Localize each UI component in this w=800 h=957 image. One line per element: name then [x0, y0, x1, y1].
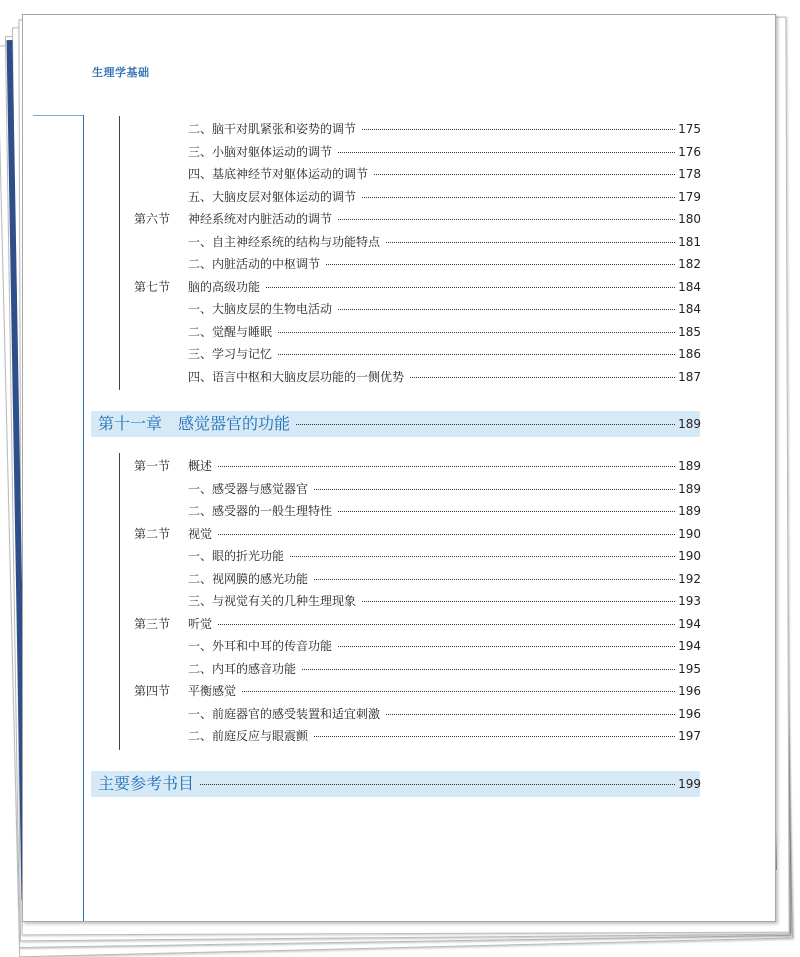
subsection-title: 二、内脏活动的中枢调节: [188, 255, 326, 273]
leader-dots: [314, 579, 675, 580]
subsection-title: 一、前庭器官的感受装置和适宜刺激: [188, 705, 386, 723]
page-number: 184: [678, 279, 701, 294]
toc-entry: [23, 660, 775, 678]
leader-dots: [362, 197, 675, 198]
chapter-page-number: 199: [678, 777, 701, 791]
section-number: 第二节: [134, 526, 171, 541]
toc-entry: [23, 457, 775, 475]
chapter-page-number: 189: [678, 417, 701, 431]
chapter-heading: [91, 771, 700, 797]
page-number: 179: [678, 189, 701, 204]
subsection-title: 二、内耳的感音功能: [188, 660, 302, 678]
leader-dots: [374, 174, 675, 175]
toc-entry: [23, 300, 775, 318]
leader-dots: [278, 332, 675, 333]
subsection-title: 二、视网膜的感光功能: [188, 570, 314, 588]
leader-dots: [314, 736, 675, 737]
toc-entry: [23, 143, 775, 161]
page-number: 178: [678, 167, 701, 181]
leader-dots: [326, 264, 675, 265]
margin-rule-top: [33, 115, 83, 116]
toc-entry: [23, 705, 775, 723]
page-number: 176: [678, 144, 701, 159]
page-number: 175: [678, 122, 701, 136]
subsection-title: 三、与视觉有关的几种生理现象: [188, 592, 362, 610]
page-number: 187: [678, 369, 701, 384]
leader-dots: [338, 309, 675, 310]
leader-dots: [290, 556, 675, 557]
leader-dots: [200, 784, 675, 785]
page-number: 186: [678, 347, 701, 361]
subsection-title: 一、自主神经系统的结构与功能特点: [188, 233, 386, 251]
toc-entry: [23, 323, 775, 341]
page-number: 182: [678, 257, 701, 271]
leader-dots: [218, 534, 675, 535]
leader-dots: [302, 669, 675, 670]
section-title: 神经系统对内脏活动的调节: [188, 210, 338, 228]
page-number: 184: [678, 302, 701, 316]
leader-dots: [338, 511, 675, 512]
section-number: 第三节: [134, 616, 171, 631]
subsection-title: 一、大脑皮层的生物电活动: [188, 300, 338, 318]
leader-dots: [266, 287, 675, 288]
toc-entry: [23, 727, 775, 745]
toc-entry: [23, 120, 775, 138]
subsection-title: 二、脑干对肌紧张和姿势的调节: [188, 120, 362, 138]
leader-dots: [218, 466, 675, 467]
page-number: 181: [678, 234, 701, 249]
page-number: 190: [678, 526, 701, 541]
subsection-title: 三、小脑对躯体运动的调节: [188, 143, 338, 161]
subsection-title: 二、前庭反应与眼震颤: [188, 727, 314, 745]
section-number: 第一节: [134, 459, 171, 473]
subsection-title: 三、学习与记忆: [188, 345, 278, 363]
subsection-title: 一、感受器与感觉器官: [188, 480, 314, 498]
chapter-heading: [91, 411, 700, 437]
toc-entry: [23, 570, 775, 588]
toc-entry: [23, 188, 775, 206]
leader-dots: [362, 601, 675, 602]
toc-entry: [23, 345, 775, 363]
leader-dots: [362, 129, 675, 130]
leader-dots: [386, 714, 675, 715]
subsection-title: 一、眼的折光功能: [188, 547, 290, 565]
page-number: 190: [678, 549, 701, 563]
page-number: 189: [678, 481, 701, 496]
toc-entry: [23, 233, 775, 251]
toc-entry: [23, 502, 775, 520]
page-number: 185: [678, 324, 701, 339]
page-number: 180: [678, 212, 701, 226]
toc-entry: [23, 210, 775, 228]
page-number: 193: [678, 594, 701, 608]
subsection-title: 四、语言中枢和大脑皮层功能的一侧优势: [188, 368, 410, 386]
page-number: 194: [678, 616, 701, 631]
section-number: 第七节: [134, 279, 171, 294]
toc-entry: [23, 525, 775, 543]
section-title: 听觉: [188, 615, 218, 633]
leader-dots: [314, 489, 675, 490]
leader-dots: [218, 624, 675, 625]
toc-entry: [23, 255, 775, 273]
toc-entry: [23, 165, 775, 183]
toc-entry: [23, 637, 775, 655]
section-title: 平衡感觉: [188, 682, 242, 700]
leader-dots: [338, 152, 675, 153]
page-number: 189: [678, 504, 701, 518]
chapter-title: 主要参考书目: [98, 773, 200, 795]
toc-page: [22, 14, 776, 922]
section-title: 概述: [188, 457, 218, 475]
page-number: 192: [678, 571, 701, 586]
section-number: 第六节: [134, 212, 171, 226]
leader-dots: [338, 219, 675, 220]
toc-entry: [23, 480, 775, 498]
page-number: 196: [678, 706, 701, 721]
page-number: 196: [678, 684, 701, 698]
book-title: 生理学基础: [92, 66, 150, 79]
leader-dots: [338, 646, 675, 647]
section-number: 第四节: [134, 684, 171, 698]
page-number: 189: [678, 459, 701, 473]
leader-dots: [278, 354, 675, 355]
chapter-title: 第十一章 感觉器官的功能: [98, 413, 296, 435]
toc-entry: [23, 278, 775, 296]
toc-entry: [23, 592, 775, 610]
page-number: 195: [678, 661, 701, 676]
toc-entry: [23, 547, 775, 565]
subsection-title: 二、觉醒与睡眠: [188, 323, 278, 341]
toc-entry: [23, 615, 775, 633]
subsection-title: 一、外耳和中耳的传音功能: [188, 637, 338, 655]
subsection-title: 五、大脑皮层对躯体运动的调节: [188, 188, 362, 206]
page-number: 194: [678, 639, 701, 653]
section-title: 视觉: [188, 525, 218, 543]
page-number: 197: [678, 729, 701, 743]
toc-entry: [23, 682, 775, 700]
leader-dots: [296, 424, 675, 425]
section-title: 脑的高级功能: [188, 278, 266, 296]
subsection-title: 四、基底神经节对躯体运动的调节: [188, 165, 374, 183]
leader-dots: [386, 242, 675, 243]
leader-dots: [410, 377, 675, 378]
leader-dots: [242, 691, 675, 692]
toc-entry: [23, 368, 775, 386]
subsection-title: 二、感受器的一般生理特性: [188, 502, 338, 520]
